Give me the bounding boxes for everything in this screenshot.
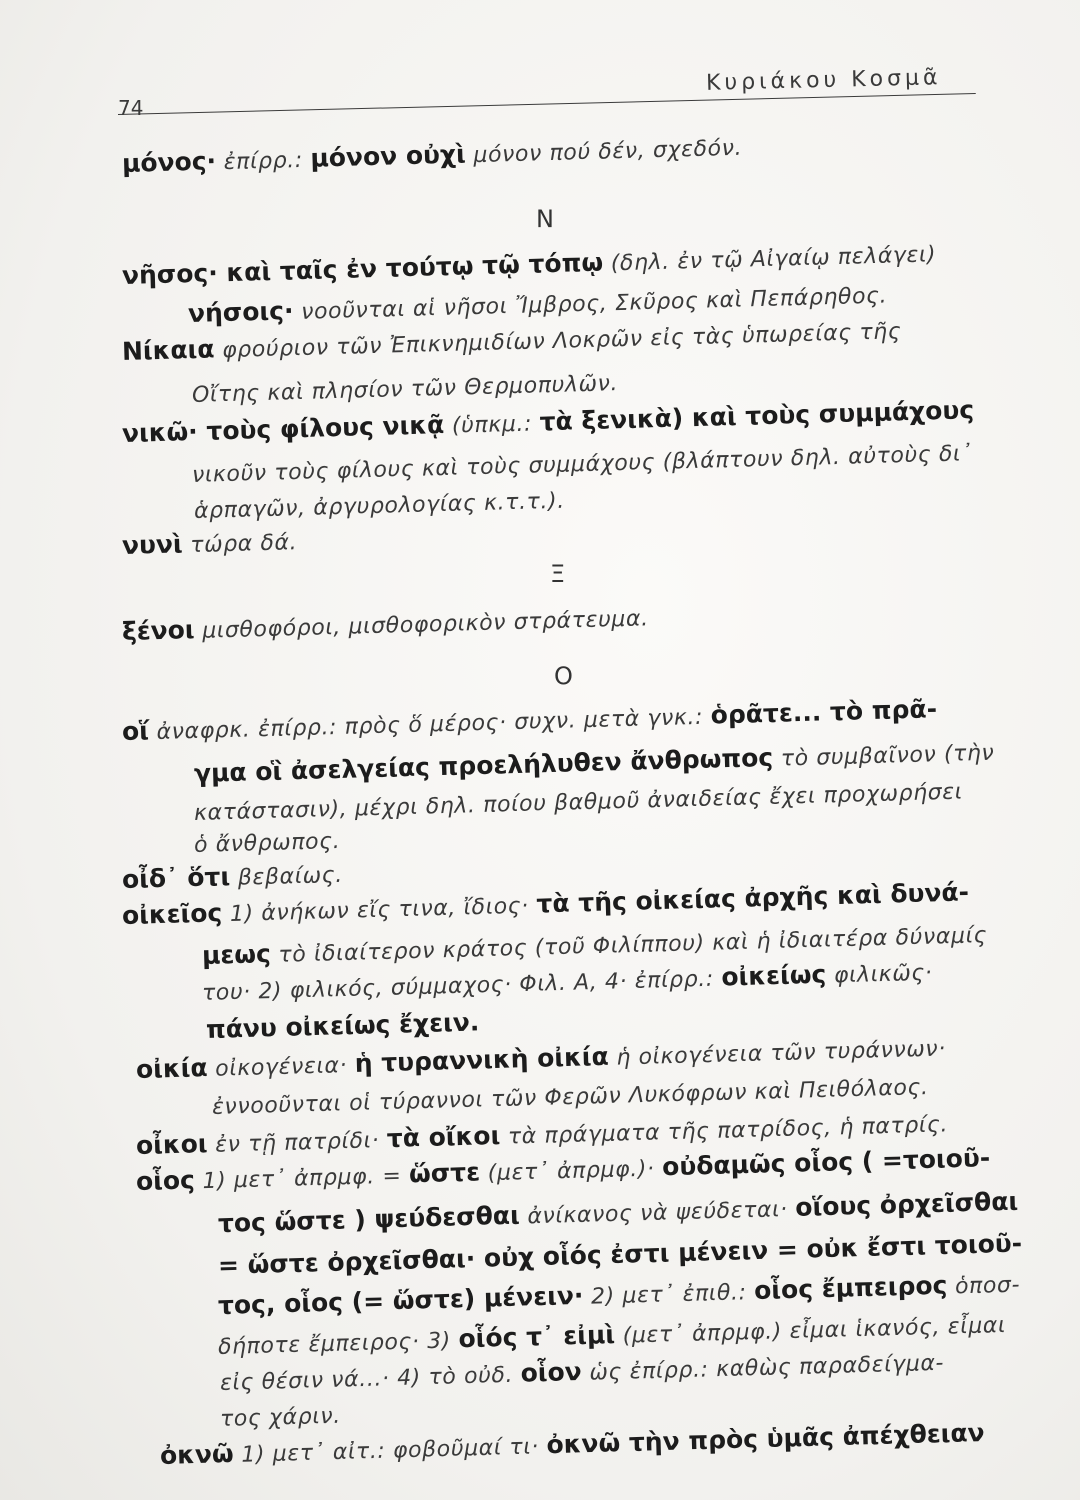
gloss: δήποτε ἔμπειρος· 3) [217,1328,452,1360]
gloss: τὸ ἰδιαίτερον κράτος (τοῦ Φιλίππου) καὶ ἡ ἰδιαιτέρα δύναμίς [278,923,988,968]
page-number: 74 [118,96,144,120]
gloss: ἐν τῇ πατρίδι· [214,1128,380,1158]
headword: τὰ οἴκοι [386,1120,501,1153]
gloss: οἰκογένεια· [214,1053,348,1082]
headword: μόνον οὐχὶ [309,139,467,173]
entry-hoios-cont6 [220,1401,342,1434]
running-head: Κυριάκου Κοσμᾶ [705,65,942,96]
headword: = ὥστε ὀρχεῖσθαι· οὐχ οἷός ἐστι μένειν = οὐκ ἔστι τοιοῦ- [217,1228,1023,1280]
gloss: 1) μετ᾿ αἰτ.: φοβοῦμαί τι· [240,1434,540,1468]
gloss: ὁποσ- [954,1272,1021,1300]
headword: μόνος· [121,146,217,178]
section-letter-o: Ο [554,662,573,690]
headword: τος, οἷος (= ὥστε) μένειν· [217,1280,584,1320]
headword: νήσοις· [187,296,294,328]
gloss: φιλικῶς· [833,960,933,989]
gloss: μισθοφόροι, μισθοφορικὸν στράτευμα. [201,606,649,644]
headword: ὥστε [408,1157,481,1189]
headword: ἡ τυραννικὴ οἰκία [354,1041,610,1078]
headword: νικῶ· τοὺς φίλους νικᾷ [121,410,445,448]
gloss: ἀνίκανος νὰ ψεύδεται· [527,1197,789,1230]
entry-nikaia-cont [192,368,619,410]
gloss: ὁ ἄνθρωπος. [193,828,341,858]
gloss: 1) ἀνήκων εἴς τινα, ἴδιος· [229,893,530,927]
headword: τὰ τῆς οἰκείας ἀρχῆς καὶ δυνά- [536,877,970,919]
gloss: βεβαίως. [237,862,344,891]
gloss: 2) μετ᾿ ἐπιθ.: [590,1280,747,1310]
headword: ὁρᾶτε... τὸ πρᾶ- [710,694,938,730]
headword: ὀκνῶ [159,1438,235,1470]
headword: τος ὥστε ) ψεύδεσθαι [217,1200,521,1238]
entry-monos [122,133,743,180]
headword: οἰκία [135,1053,208,1084]
headword: ὀκνῶ τὴν πρὸς ὑμᾶς ἀπέχθειαν [546,1417,986,1460]
gloss: ἐννοοῦνται οἱ τύραννοι τῶν Φερῶν Λυκόφρων καὶ Πειθόλαος. [211,1074,929,1120]
entry-oikeios-cont3 [206,1008,480,1044]
entry-niko-cont [192,438,973,490]
entry-xenoi [122,603,649,648]
gloss: μόνον πού δέν, σχεδόν. [473,135,743,169]
gloss: τώρα δά. [189,530,298,559]
headword: οὐδαμῶς οἷος ( =τοιοῦ- [661,1143,991,1182]
headword: τὰ ξενικὰ) καὶ τοὺς συμμάχους [539,395,975,437]
headword: νυνὶ [121,529,184,560]
gloss: νικοῦν τοὺς φίλους καὶ τοὺς συμμάχους (βλάπτουν δηλ. αὐτοὺς δι᾿ [191,441,973,488]
gloss: (μετ᾿ ἀπρμφ.)· [487,1156,655,1187]
headword: Νίκαια [121,334,215,366]
headword: οἶκοι [135,1129,208,1160]
gloss: φρούριον τῶν Ἐπικνημιδίων Λοκρῶν εἰς τὰς ὑπωρείας τῆς [221,319,902,364]
entry-hoi [122,695,938,748]
gloss: ἁρπαγῶν, ἀργυρολογίας κ.τ.τ.). [193,488,566,524]
headword: οἰκεῖος [121,898,223,930]
headword: οἵους ὀρχεῖσθαι [794,1186,1019,1222]
gloss: (ὑπκμ.: [451,411,533,439]
headword: οἶδ᾿ ὅτι [121,861,231,894]
entry-hoi-cont3 [194,826,341,860]
gloss: ἡ οἰκογένεια τῶν τυράννων· [616,1036,947,1071]
headword: οἷον [520,1356,583,1388]
lexicon-body [122,0,1022,1500]
gloss: εἰς θέσιν νά...· 4) τὸ οὐδ. [219,1362,514,1396]
gloss: ὡς ἐπίρρ.: καθὼς παραδείγμα- [589,1350,945,1386]
gloss: νοοῦνται αἱ νῆσοι Ἴμβρος, Σκῦρος καὶ Πεπάρηθος. [300,283,888,325]
headword: γμα οἳ ἀσελγείας προελήλυθεν ἄνθρωπος [193,742,774,788]
section-letter-n: Ν [536,205,554,233]
section-letter-xi: Ξ [550,560,566,588]
gloss: κατάστασιν), μέχρι δηλ. ποίου βαθμοῦ ἀναιδείας ἔχει προχωρήσει [193,779,964,826]
headword: ξένοι [121,614,195,646]
headword: οἷος [135,1165,196,1196]
entry-oid-hoti [122,860,344,896]
gloss: 1) μετ᾿ ἀπρμφ. = [202,1163,402,1195]
gloss: τὸ συμβαῖνον (τὴν [780,740,995,772]
gloss: τὰ πράγματα τῆς πατρίδος, ἡ πατρίς. [507,1112,949,1150]
gloss: ἐπίρρ.: [223,147,304,176]
headword: οἷος ἔμπειρος [753,1270,948,1306]
gloss: ἀναφρκ. ἐπίρρ.: πρὸς ὅ μέρος· συχν. μετὰ γνκ.: [156,704,704,746]
entry-nyni [122,527,298,562]
gloss: (μετ᾿ ἀπρμφ.) εἶμαι ἱκανός, εἶμαι [622,1312,1007,1349]
headword: οἷός τ᾿ εἰμὶ [458,1319,616,1354]
gloss: Οἴτης καὶ πλησίον τῶν Θερμοπυλῶν. [191,371,619,408]
entry-niko-cont2 [194,486,566,526]
headword: πάνυ οἰκείως ἔχειν. [205,1007,480,1044]
headword: οἰκείως [720,959,827,992]
headword: οἵ [121,716,150,746]
gloss: (δηλ. ἐν τῷ Αἰγαίῳ πελάγει) [610,242,937,277]
gloss: του· 2) φιλικός, σύμμαχος· Φιλ. Α, 4· ἐπίρρ.: [201,966,715,1006]
headword: μεως [201,939,272,970]
headword: νῆσος· καὶ ταῖς ἐν τούτῳ τῷ τόπῳ [121,247,604,290]
gloss: τος χάριν. [219,1403,342,1432]
